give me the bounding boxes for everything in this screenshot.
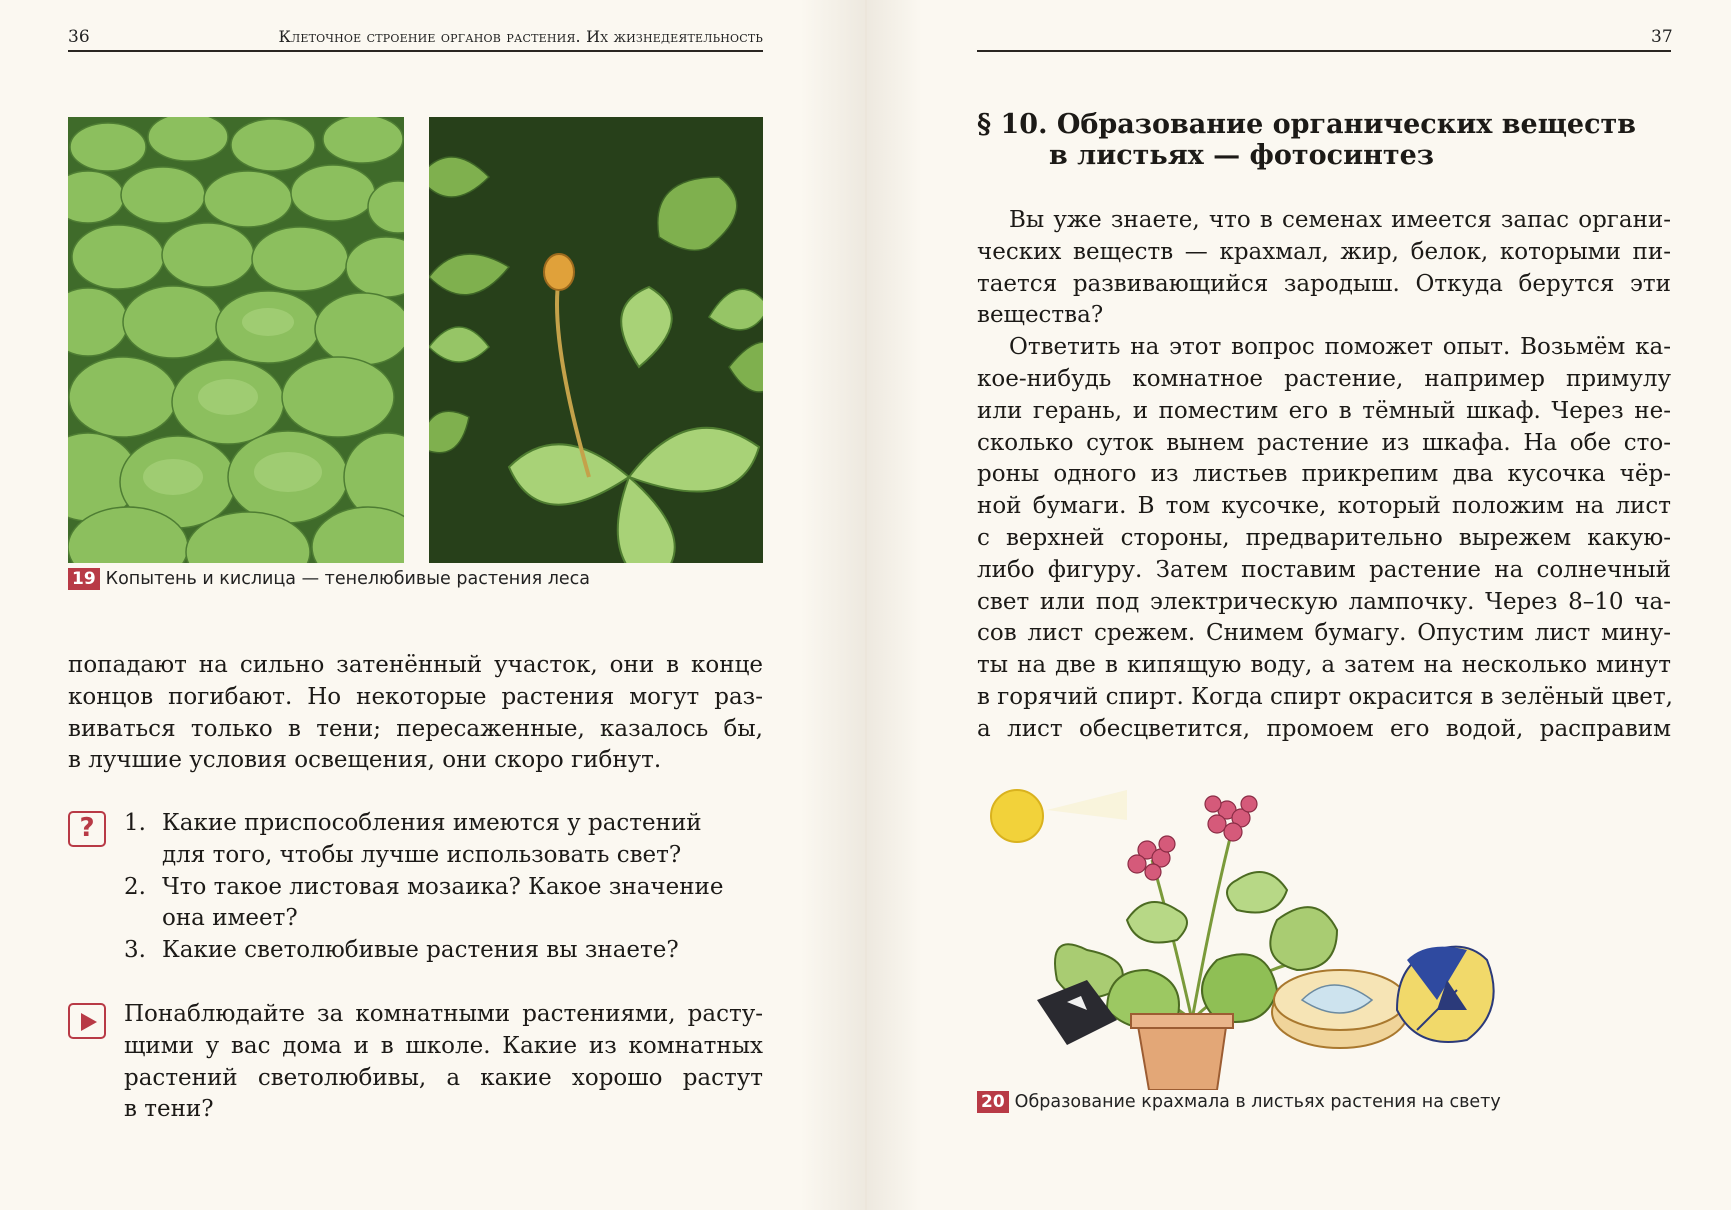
left-paragraph <box>68 650 763 777</box>
right-paragraph <box>977 205 1671 746</box>
section-heading <box>977 109 1636 171</box>
figure-19-caption <box>68 568 590 590</box>
running-head: Клеточное строение органов растения. Их жизнедеятельность <box>278 27 763 46</box>
task-line: растений светолюбивы, а какие хорошо растут <box>124 1064 763 1091</box>
section-heading-line-2: в листьях — фотосинтез <box>1049 140 1435 171</box>
paragraph-line: либо фигуру. Затем поставим растение на солнечный <box>977 556 1671 583</box>
question-number: 3. <box>124 937 146 964</box>
figure-20-caption-text: Образование крахмала в листьях растения на свету <box>1014 1092 1501 1112</box>
paragraph-line: виваться только в тени; пересаженные, казалось бы, <box>68 715 763 742</box>
right-page <box>867 0 1731 1210</box>
oxalis-photo <box>429 117 763 563</box>
gutter-shadow-left <box>800 0 865 1210</box>
paragraph-line: сколько суток вынем растение из шкафа. На обе сто- <box>977 429 1671 456</box>
paragraph-line: кое-нибудь комнатное растение, например примулу <box>977 365 1671 392</box>
paragraph-line: ческих веществ — крахмал, жир, белок, которыми пи- <box>977 238 1671 265</box>
starch-experiment-illustration <box>977 780 1497 1090</box>
question-item <box>124 935 764 967</box>
paragraph-line: в горячий спирт. Когда спирт окрасится в зелёный цвет, <box>977 683 1673 710</box>
paragraph-line: тается развивающийся зародыш. Откуда берутся эти <box>977 270 1671 297</box>
question-line: для того, чтобы лучше использовать свет? <box>162 841 682 868</box>
page-number-right: 37 <box>1651 27 1673 47</box>
paragraph-line: ной бумаги. В том кусочке, который положим на лист <box>977 493 1671 520</box>
question-line: она имеет? <box>162 905 298 932</box>
paragraph-line: или герань, и поместим его в тёмный шкаф. Через не- <box>977 397 1671 424</box>
paragraph-line: а лист обесцветится, промоем его водой, расправим <box>977 715 1671 742</box>
play-task-icon <box>68 1003 106 1039</box>
task-line: в тени? <box>124 1096 214 1123</box>
petri-dish-icon <box>1272 970 1408 1048</box>
asarum-photo <box>68 117 404 563</box>
header-rule-right <box>977 50 1671 52</box>
task-line: щими у вас дома и в школе. Какие из комнатных <box>124 1032 763 1059</box>
paragraph-line: ты на две в кипящую воду, а затем на несколько минут <box>977 652 1671 679</box>
task-paragraph <box>124 999 763 1126</box>
section-heading-line-1: § 10. Образование органических веществ <box>977 109 1637 140</box>
questions-list <box>124 808 764 967</box>
task-line: Понаблюдайте за комнатными растениями, расту- <box>124 1001 763 1027</box>
page-number-left: 36 <box>68 27 90 47</box>
sun-icon <box>991 790 1127 842</box>
paragraph-line: роны одного из листьев прикрепим два кусочка чёр- <box>977 461 1671 488</box>
paragraph-line: попадают на сильно затенённый участок, они в конце <box>68 652 763 678</box>
paragraph-line: свет или под электрическую лампочку. Через 8–10 ча- <box>977 588 1671 615</box>
gutter-shadow-right <box>867 0 922 1210</box>
question-line: Что такое листовая мозаика? Какое значение <box>162 873 724 900</box>
paragraph-line: Ответить на этот вопрос поможет опыт. Возьмём ка- <box>1009 334 1671 361</box>
question-line: Какие светолюбивые растения вы знаете? <box>162 937 679 964</box>
paragraph-line: вещества? <box>977 302 1104 329</box>
paragraph-line: в лучшие условия освещения, они скоро гибнут. <box>68 747 662 774</box>
paragraph-line: с верхней стороны, предварительно вырежем какую- <box>977 524 1671 551</box>
figure-20-caption <box>977 1091 1501 1113</box>
question-number: 1. <box>124 810 146 836</box>
header-rule-left <box>68 50 763 52</box>
paragraph-line: сов лист срежем. Снимем бумагу. Опустим лист мину- <box>977 620 1671 647</box>
figure-20-number: 20 <box>977 1091 1009 1113</box>
figure-19-number: 19 <box>68 568 100 590</box>
question-item <box>124 872 764 936</box>
figure-19-caption-text: Копытень и кислица — тенелюбивые растения леса <box>105 569 590 589</box>
question-item <box>124 808 764 872</box>
question-line: Какие приспособления имеются у растений <box>162 810 702 836</box>
paragraph-line: Вы уже знаете, что в семенах имеется запас органи- <box>1009 207 1671 233</box>
starch-leaf-icon <box>1397 947 1494 1042</box>
paragraph-line: концов погибают. Но некоторые растения могут раз- <box>68 683 763 710</box>
question-mark-icon: ? <box>68 811 106 847</box>
left-page <box>0 0 865 1210</box>
question-number: 2. <box>124 873 146 900</box>
